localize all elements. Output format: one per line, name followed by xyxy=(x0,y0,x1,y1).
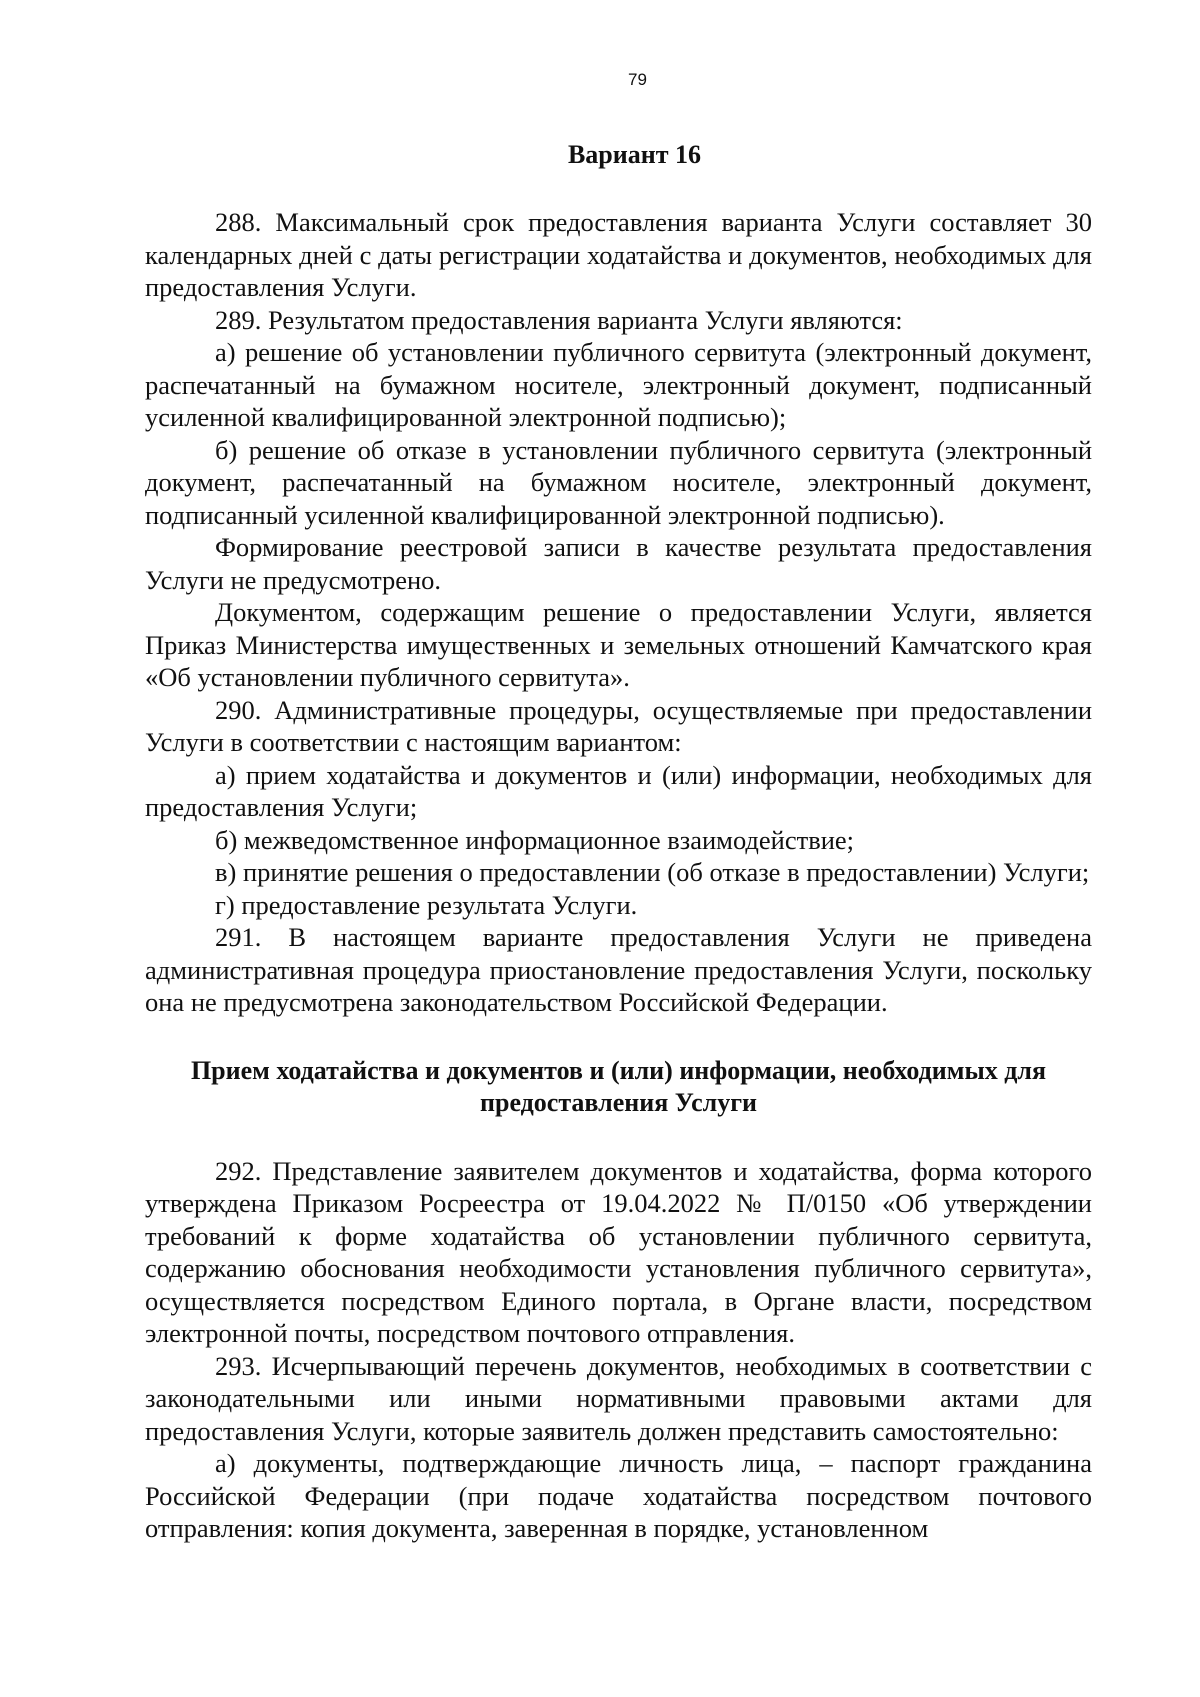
paragraph-293-a: а) документы, подтверждающие личность лица, – паспорт гражданина Российской Федерации (при подаче ходатайства посредством почтового отправления: копия документа, заверенная в порядке, установленном xyxy=(145,1448,1092,1543)
paragraph-288: 288. Максимальный срок предоставления варианта Услуги составляет 30 календарных дней с даты регистрации ходатайства и документов, необходимых для предоставления Услуги. xyxy=(145,207,1092,302)
paragraph-decision-document: Документом, содержащим решение о предоставлении Услуги, является Приказ Министерства имущественных и земельных отношений Камчатского края «Об установлении публичного сервитута». xyxy=(145,597,1092,692)
page-title: Вариант 16 xyxy=(567,140,702,169)
paragraph-289-a: а) решение об установлении публичного сервитута (электронный документ, распечатанный на бумажном носителе, электронный документ, подписанный усиленной квалифицированной электронной подписью); xyxy=(145,337,1092,432)
paragraph-290-a: а) прием ходатайства и документов и (или) информации, необходимых для предоставления Услуги; xyxy=(145,759,1092,822)
paragraph-290: 290. Административные процедуры, осуществляемые при предоставлении Услуги в соответствии с настоящим вариантом: xyxy=(145,694,1092,757)
paragraph-292: 292. Представление заявителем документов и ходатайства, форма которого утверждена Приказом Росреестра от 19.04.2022 № П/0150 «Об утверждении требований к форме ходатайства об установлении публичного сервитута, содержанию обоснования необходимости установления публичного сервитута», осуществляется посредством Единого портала, в Органе власти, посредством электронной почты, посредством почтового отправления. xyxy=(145,1155,1092,1348)
section-heading: Прием ходатайства и документов и (или) информации, необходимых для предоставления Услуги xyxy=(190,1055,1047,1117)
paragraph-registry-note: Формирование реестровой записи в качестве результата предоставления Услуги не предусмотрено. xyxy=(145,532,1092,595)
paragraph-293: 293. Исчерпывающий перечень документов, необходимых в соответствии с законодательными или иными нормативными правовыми актами для предоставления Услуги, которые заявитель должен представить самостоятельно: xyxy=(145,1350,1092,1446)
page-number: 79 xyxy=(628,70,647,89)
section-1-body xyxy=(145,206,1092,1019)
paragraph-290-g: г) предоставление результата Услуги. xyxy=(215,889,638,920)
paragraph-290-v: в) принятие решения о предоставлении (об отказе в предоставлении) Услуги; xyxy=(215,857,1090,887)
paragraph-289: 289. Результатом предоставления варианта Услуги являются: xyxy=(215,304,903,335)
paragraph-290-b: б) межведомственное информационное взаимодействие; xyxy=(215,824,855,855)
section-2-body xyxy=(145,1155,1092,1545)
paragraph-291: 291. В настоящем варианте предоставления Услуги не приведена административная процедура приостановление предоставления Услуги, поскольку она не предусмотрена законодательством Российской Федерации. xyxy=(145,922,1092,1017)
paragraph-289-b: б) решение об отказе в установлении публичного сервитута (электронный документ, распечатанный на бумажном носителе, электронный документ, подписанный усиленной квалифицированной электронной подписью). xyxy=(145,434,1092,530)
